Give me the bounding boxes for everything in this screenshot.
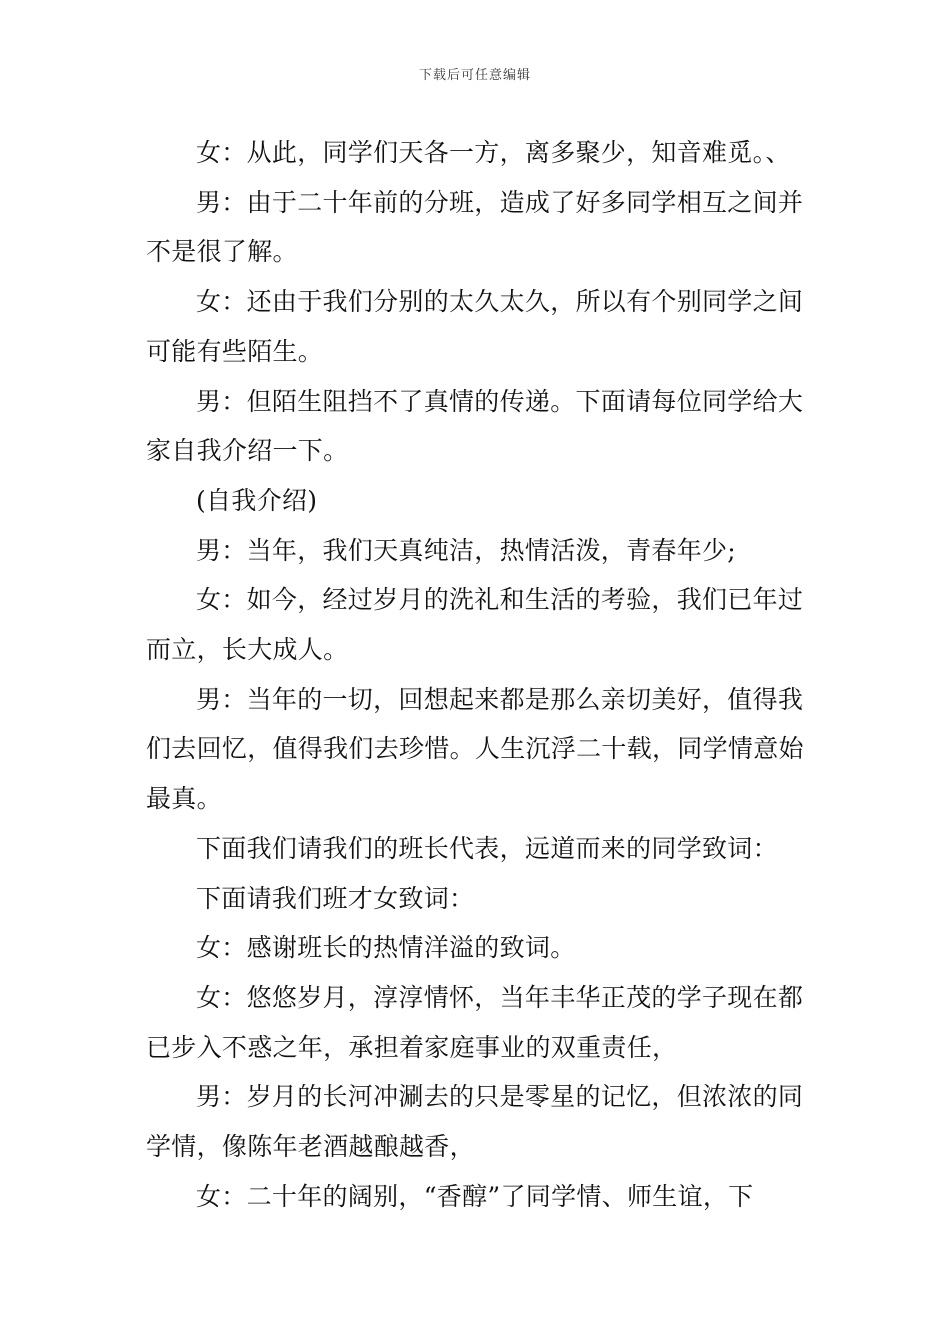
paragraph: 下面我们请我们的班长代表，远道而来的同学致词： <box>196 833 778 863</box>
paragraph: 男：由于二十年前的分班，造成了好多同学相互之间并不是很了解。 <box>146 187 804 267</box>
page-header: 下载后可任意编辑 <box>418 68 531 83</box>
paragraph: 女：二十年的阔别，“香醇”了同学情、师生谊，下 <box>196 1181 754 1211</box>
paragraph: 男：当年的一切，回想起来都是那么亲切美好，值得我们去回忆，值得我们去珍惜。人生沉浮二十载，同学情意始最真。 <box>146 684 804 814</box>
document-body <box>146 128 806 1221</box>
paragraph: 女：还由于我们分别的太久太久，所以有个别同学之间可能有些陌生。 <box>146 287 804 366</box>
paragraph: 下面请我们班才女致词： <box>196 883 475 913</box>
paragraph: (自我介绍) <box>196 485 318 515</box>
paragraph: 女：感谢班长的热情洋溢的致词。 <box>196 933 576 963</box>
paragraph: 男：岁月的长河冲涮去的只是零星的记忆，但浓浓的同学情，像陈年老酒越酿越香， <box>146 1082 804 1162</box>
paragraph: 男：当年，我们天真纯洁，热情活泼，青春年少; <box>196 535 737 565</box>
paragraph: 女：如今，经过岁月的洗礼和生活的考验，我们已年过而立，长大成人。 <box>146 585 804 665</box>
paragraph: 女：悠悠岁月，淳淳情怀，当年丰华正茂的学子现在都已步入不惑之年，承担着家庭事业的双重责任， <box>146 982 804 1062</box>
paragraph: 男：但陌生阻挡不了真情的传递。下面请每位同学给大家自我介绍一下。 <box>146 386 804 466</box>
paragraph: 女：从此，同学们天各一方，离多聚少，知音难觅。、 <box>196 138 791 167</box>
